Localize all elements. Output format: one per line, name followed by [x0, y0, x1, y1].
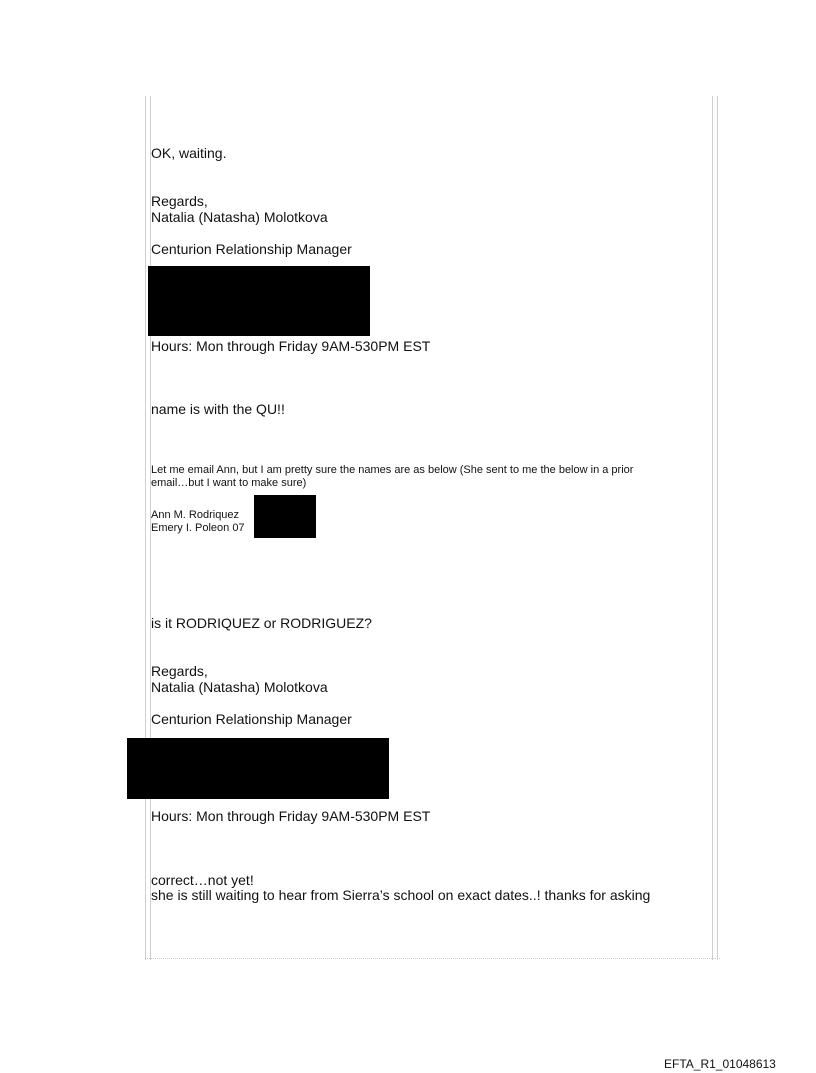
bates-number: EFTA_R1_01048613: [664, 1057, 776, 1071]
message-5-line-1: correct…not yet!: [151, 872, 254, 888]
message-2-body: name is with the QU!!: [151, 401, 285, 417]
redaction-block: [148, 266, 370, 336]
message-5-line-2: she is still waiting to hear from Sierra’s school on exact dates..! thanks for asking: [151, 887, 651, 903]
message-3-name-1: Ann M. Rodriquez: [151, 509, 240, 521]
frame-bottom-border: [145, 958, 720, 961]
message-3-line-2: email…but I want to make sure): [151, 477, 307, 489]
message-1-body: OK, waiting.: [151, 145, 227, 161]
redaction-block: [127, 738, 389, 799]
message-1-hours: Hours: Mon through Friday 9AM-530PM EST: [151, 338, 431, 354]
redaction-block: [254, 495, 316, 538]
message-4-body: is it RODRIQUEZ or RODRIGUEZ?: [151, 615, 372, 631]
message-1-regards: Regards,: [151, 193, 208, 209]
message-1-sender-title: Centurion Relationship Manager: [151, 241, 352, 257]
message-4-regards: Regards,: [151, 663, 208, 679]
message-4-sender-title: Centurion Relationship Manager: [151, 711, 352, 727]
message-4-hours: Hours: Mon through Friday 9AM-530PM EST: [151, 808, 431, 824]
frame-right-border: [712, 96, 718, 960]
message-3-line-1: Let me email Ann, but I am pretty sure the names are as below (She sent to me the below in a prior: [151, 464, 634, 476]
message-4-sender-name: Natalia (Natasha) Molotkova: [151, 679, 328, 695]
message-3-name-2: Emery I. Poleon 07: [151, 522, 245, 534]
message-1-sender-name: Natalia (Natasha) Molotkova: [151, 209, 328, 225]
